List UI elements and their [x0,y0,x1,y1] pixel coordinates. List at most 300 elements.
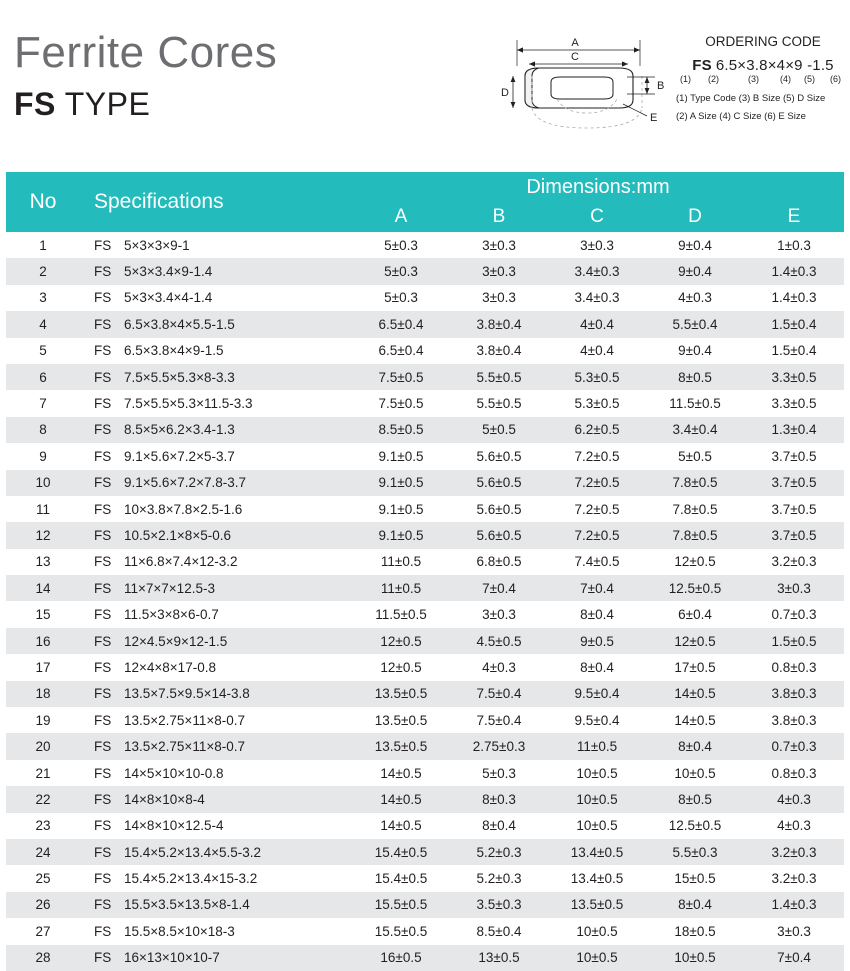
cell-no: 13 [35,554,51,570]
table-row [6,865,844,891]
cell-spec-value: 15.5×8.5×10×18-3 [124,923,235,939]
cell-dim-b: 5.6±0.5 [476,448,522,464]
cell-dim-c: 9.5±0.4 [574,712,620,728]
ordering-code-digits: 6.5×3.8×4×9 -1.5 [715,57,834,74]
specifications-table [6,172,844,971]
cell-dim-c: 3.4±0.3 [574,290,620,306]
cell-dim-d: 8±0.4 [678,739,712,755]
svg-text:D: D [501,87,509,99]
cell-spec-prefix: FS [94,290,112,306]
table-row [6,945,844,971]
cell-dim-c: 11±0.5 [576,739,618,755]
cell-dim-a: 6.5±0.4 [378,316,424,332]
cell-dim-d: 12.5±0.5 [668,580,722,596]
table-row [6,443,844,469]
cell-spec-prefix: FS [94,950,112,966]
cell-no: 1 [39,237,47,253]
cell-no: 27 [35,923,51,939]
cell-spec-prefix: FS [94,369,112,385]
cell-no: 9 [39,448,47,464]
cell-specification [80,443,352,469]
table-row [6,470,844,496]
cell-no: 11 [35,501,50,517]
ordering-code-title: ORDERING CODE [705,34,821,49]
table-row [6,733,844,759]
cell-dim-c: 8±0.4 [580,659,614,675]
cell-dim-a: 5±0.3 [384,264,418,280]
cell-dim-d: 7.8±0.5 [672,475,718,491]
cell-spec-prefix: FS [94,316,112,332]
cell-no: 26 [35,897,51,913]
cell-dim-d: 10±0.5 [674,765,716,781]
cell-no: 25 [35,871,51,887]
cell-dim-d: 12±0.5 [674,633,716,649]
cell-spec-value: 6.5×3.8×4×5.5-1.5 [124,316,235,332]
cell-dim-d: 9±0.4 [678,264,712,280]
table-row [6,575,844,601]
cell-dim-a: 11±0.5 [380,554,422,570]
cell-dim-a: 13.5±0.5 [374,686,428,702]
cell-specification [80,733,352,759]
cell-dim-d: 9±0.4 [678,343,712,359]
cell-dim-a: 16±0.5 [380,950,422,966]
cell-dim-d: 9±0.4 [678,237,712,253]
cell-no: 22 [35,791,51,807]
cell-specification [80,258,352,284]
cell-spec-value: 15.5×3.5×13.5×8-1.4 [124,897,250,913]
page-header [0,0,850,172]
ordering-legend-line-2: (2) A Size (4) C Size (6) E Size [676,110,806,122]
cell-spec-prefix: FS [94,580,112,596]
cell-dim-b: 4.5±0.5 [476,633,522,649]
cell-dim-a: 9.1±0.5 [378,527,424,543]
cell-spec-value: 16×13×10×10-7 [124,950,220,966]
cell-dim-b: 3.5±0.3 [476,897,522,913]
cell-dim-e: 3.7±0.5 [771,527,817,543]
cell-dim-a: 11.5±0.5 [375,607,427,623]
cell-dim-a: 7.5±0.5 [378,396,424,412]
cell-dim-b: 3±0.3 [482,290,516,306]
cell-spec-value: 14×5×10×10-0.8 [124,765,224,781]
cell-no: 24 [35,844,51,860]
cell-dim-c: 7.2±0.5 [574,448,620,464]
cell-dim-e: 1.5±0.5 [771,633,817,649]
cell-dim-c: 7±0.4 [580,580,614,596]
cell-specification [80,575,352,601]
cell-specification [80,338,352,364]
cell-dim-b: 8±0.3 [482,791,516,807]
cell-dim-a: 12±0.5 [380,633,422,649]
cell-dim-b: 3.8±0.4 [476,316,522,332]
cell-dim-d: 4±0.3 [678,290,712,306]
cell-dim-d: 14±0.5 [674,712,716,728]
cell-dim-e: 1.4±0.3 [771,264,817,280]
table-row [6,892,844,918]
cell-spec-value: 5×3×3.4×9-1.4 [124,264,213,280]
table-row [6,232,844,258]
cell-dim-a: 11±0.5 [380,580,422,596]
cell-dim-b: 13±0.5 [478,950,520,966]
cell-dim-d: 15±0.5 [674,871,716,887]
cell-dim-c: 4±0.4 [580,316,614,332]
cell-spec-prefix: FS [94,343,112,359]
cell-spec-value: 13.5×2.75×11×8-0.7 [124,712,245,728]
cell-dim-a: 14±0.5 [380,765,422,781]
marker-5: (5) [804,74,815,84]
cell-no: 10 [35,475,51,491]
cell-dim-a: 5±0.3 [384,237,418,253]
cell-dim-d: 10±0.5 [674,950,716,966]
cell-dim-b: 5.6±0.5 [476,501,522,517]
cell-dim-a: 12±0.5 [380,659,422,675]
ordering-code-markers [676,74,850,88]
cell-specification [80,813,352,839]
cell-spec-value: 13.5×2.75×11×8-0.7 [124,739,245,755]
cell-spec-prefix: FS [94,607,112,623]
header-dim-c: C [548,202,646,232]
cell-dim-b: 6.8±0.5 [476,554,522,570]
cell-dim-c: 7.2±0.5 [574,501,620,517]
cell-no: 28 [35,950,51,966]
cell-dim-a: 6.5±0.4 [378,343,424,359]
cell-no: 17 [35,659,51,675]
cell-dim-e: 0.7±0.3 [771,739,817,755]
cell-dim-d: 6±0.4 [678,607,712,623]
cell-specification [80,601,352,627]
cell-dim-d: 8±0.5 [678,369,712,385]
cell-dim-b: 7.5±0.4 [476,686,522,702]
cell-specification [80,417,352,443]
cell-no: 7 [39,396,47,412]
cell-spec-value: 10.5×2.1×8×5-0.6 [124,527,231,543]
cell-spec-value: 9.1×5.6×7.2×5-3.7 [124,448,235,464]
cell-spec-prefix: FS [94,818,112,834]
cell-no: 14 [35,580,51,596]
table-row [6,654,844,680]
table-row [6,496,844,522]
cell-spec-value: 8.5×5×6.2×3.4-1.3 [124,422,235,438]
cell-specification [80,390,352,416]
cell-dim-b: 5±0.3 [482,765,516,781]
cell-dim-a: 14±0.5 [380,791,422,807]
cell-spec-value: 10×3.8×7.8×2.5-1.6 [124,501,243,517]
cell-dim-c: 4±0.4 [580,343,614,359]
cell-no: 21 [35,765,51,781]
table-row [6,285,844,311]
cell-dim-d: 5±0.5 [678,448,712,464]
table-row [6,417,844,443]
subtitle-type-code: FS [14,86,56,123]
cell-dim-b: 3±0.3 [482,264,516,280]
cell-dim-d: 7.8±0.5 [672,527,718,543]
cell-dim-b: 5.5±0.5 [476,369,522,385]
cell-dim-c: 7.2±0.5 [574,475,620,491]
cell-dim-a: 15.4±0.5 [374,844,428,860]
cell-spec-prefix: FS [94,475,112,491]
cell-dim-a: 13.5±0.5 [374,712,428,728]
cell-spec-value: 11.5×3×8×6-0.7 [124,607,219,623]
cell-no: 16 [35,633,51,649]
cell-dim-c: 13.5±0.5 [570,897,624,913]
table-row [6,681,844,707]
cell-spec-prefix: FS [94,739,112,755]
cell-spec-prefix: FS [94,448,112,464]
cell-dim-a: 9.1±0.5 [378,501,424,517]
table-row [6,601,844,627]
table-row [6,839,844,865]
cell-specification [80,945,352,971]
cell-spec-prefix: FS [94,237,112,253]
svg-text:E: E [650,112,658,124]
table-body [6,232,844,971]
cell-dim-e: 3.8±0.3 [771,712,817,728]
cell-dim-d: 12.5±0.5 [668,818,722,834]
cell-dim-b: 7.5±0.4 [476,712,522,728]
cell-specification [80,628,352,654]
table-row [6,760,844,786]
cell-dim-b: 5.2±0.3 [476,844,522,860]
cell-dim-e: 3±0.3 [777,923,811,939]
svg-text:C: C [571,51,579,63]
marker-1: (1) [680,74,691,84]
header-no: No [6,172,80,232]
cell-specification [80,285,352,311]
cell-dim-a: 9.1±0.5 [378,475,424,491]
cell-dim-a: 15.4±0.5 [374,871,428,887]
cell-no: 12 [35,527,51,543]
cell-dim-c: 6.2±0.5 [574,422,620,438]
cell-spec-prefix: FS [94,712,112,728]
cell-dim-e: 3.3±0.5 [771,369,817,385]
cell-dim-b: 4±0.3 [482,659,516,675]
cell-dim-e: 3.3±0.5 [771,396,817,412]
page-title: Ferrite Cores [14,28,278,77]
cell-spec-prefix: FS [94,897,112,913]
cell-spec-value: 5×3×3.4×4-1.4 [124,290,213,306]
header-dim-e: E [744,202,844,232]
cell-dim-e: 1±0.3 [777,237,811,253]
ordering-legend-line-1: (1) Type Code (3) B Size (5) D Size [676,93,826,104]
cell-dim-e: 7±0.4 [777,950,811,966]
cell-dim-e: 3.2±0.3 [771,871,817,887]
cell-no: 5 [39,343,47,359]
svg-text:A: A [571,37,579,49]
cell-dim-a: 9.1±0.5 [378,448,424,464]
cell-dim-c: 10±0.5 [576,765,618,781]
cell-dim-c: 13.4±0.5 [570,871,624,887]
cell-dim-b: 3±0.3 [482,607,516,623]
header-dim-b: B [450,202,548,232]
table-row [6,707,844,733]
cell-dim-b: 5.6±0.5 [476,527,522,543]
cell-spec-value: 7.5×5.5×5.3×11.5-3.3 [124,396,253,412]
cell-dim-b: 3.8±0.4 [476,343,522,359]
ordering-code-value [676,57,850,74]
cell-dim-b: 3±0.3 [482,237,516,253]
cell-dim-b: 5.2±0.3 [476,871,522,887]
cell-specification [80,892,352,918]
cell-dim-b: 5.5±0.5 [476,396,522,412]
cell-spec-prefix: FS [94,422,112,438]
cell-specification [80,549,352,575]
cell-spec-value: 15.4×5.2×13.4×15-3.2 [124,871,258,887]
cell-spec-prefix: FS [94,791,112,807]
cell-dim-a: 15.5±0.5 [374,923,428,939]
cell-spec-prefix: FS [94,871,112,887]
cell-dim-e: 3.7±0.5 [771,475,817,491]
cell-specification [80,654,352,680]
table-row [6,258,844,284]
cell-spec-value: 5×3×3×9-1 [124,237,190,253]
cell-spec-prefix: FS [94,527,112,543]
cell-dim-e: 3±0.3 [777,580,811,596]
cell-dim-e: 1.4±0.3 [771,897,817,913]
cell-dim-c: 10±0.5 [576,818,618,834]
cell-no: 18 [35,686,51,702]
cell-specification [80,311,352,337]
cell-no: 8 [39,422,47,438]
cell-dim-e: 4±0.3 [777,818,811,834]
cell-dim-e: 3.2±0.3 [771,554,817,570]
cell-dim-c: 7.2±0.5 [574,527,620,543]
cell-dim-e: 3.2±0.3 [771,844,817,860]
title-block [14,30,277,123]
cell-no: 6 [39,369,47,385]
cell-dim-b: 5.6±0.5 [476,475,522,491]
cell-dim-c: 9.5±0.4 [574,686,620,702]
cell-dim-d: 8±0.4 [678,897,712,913]
table-row [6,390,844,416]
cell-spec-prefix: FS [94,765,112,781]
cell-no: 4 [39,316,47,332]
table-row [6,813,844,839]
cell-specification [80,232,352,258]
cell-specification [80,496,352,522]
cell-dim-d: 12±0.5 [674,554,716,570]
cell-spec-value: 12×4×8×17-0.8 [124,659,216,675]
cell-dim-e: 1.5±0.4 [771,316,817,332]
cell-dim-d: 17±0.5 [674,659,716,675]
marker-4: (4) [780,74,791,84]
cell-specification [80,839,352,865]
cell-specification [80,470,352,496]
header-dimensions: Dimensions:mm [352,172,844,202]
table-row [6,522,844,548]
cell-dim-d: 5.5±0.4 [672,316,718,332]
cell-no: 3 [39,290,47,306]
cell-dim-b: 7±0.4 [482,580,516,596]
cell-dim-e: 3.7±0.5 [771,448,817,464]
cell-dim-c: 8±0.4 [580,607,614,623]
cell-dim-b: 8.5±0.4 [476,923,522,939]
cell-specification [80,786,352,812]
cell-specification [80,681,352,707]
table-row [6,918,844,944]
cell-no: 20 [35,739,51,755]
subtitle-type-word: TYPE [55,86,151,123]
table-header [6,172,844,232]
cell-dim-a: 13.5±0.5 [374,739,428,755]
cell-dim-c: 7.4±0.5 [574,554,620,570]
cell-dim-e: 3.8±0.3 [771,686,817,702]
cell-dim-c: 13.4±0.5 [570,844,624,860]
cell-dim-b: 2.75±0.3 [472,739,526,755]
svg-text:B: B [657,80,665,92]
cell-specification [80,522,352,548]
table-row [6,311,844,337]
cell-dim-e: 1.3±0.4 [771,422,817,438]
cell-dim-d: 14±0.5 [674,686,716,702]
cell-spec-prefix: FS [94,659,112,675]
cell-dim-a: 14±0.5 [380,818,422,834]
marker-2: (2) [708,74,719,84]
cell-dim-a: 5±0.3 [384,290,418,306]
cell-specification [80,364,352,390]
cell-dim-e: 0.8±0.3 [771,765,817,781]
cell-spec-value: 9.1×5.6×7.2×7.8-3.7 [124,475,246,491]
page-subtitle [14,86,277,123]
table-row [6,338,844,364]
cell-dim-e: 4±0.3 [777,791,811,807]
cell-dim-e: 3.7±0.5 [771,501,817,517]
cell-dim-c: 3±0.3 [580,237,614,253]
cell-spec-prefix: FS [94,844,112,860]
cell-dim-d: 5.5±0.3 [672,844,718,860]
ordering-code-prefix: FS [692,57,712,74]
cell-dim-d: 18±0.5 [674,923,716,939]
cell-no: 15 [35,607,51,623]
cell-dim-a: 8.5±0.5 [378,422,424,438]
cell-spec-value: 7.5×5.5×5.3×8-3.3 [124,369,235,385]
cell-no: 23 [35,818,51,834]
table-row [6,786,844,812]
cell-spec-value: 14×8×10×8-4 [124,791,205,807]
header-dim-d: D [646,202,744,232]
cell-dim-c: 5.3±0.5 [574,369,620,385]
cell-dim-d: 8±0.5 [678,791,712,807]
cell-dim-d: 7.8±0.5 [672,501,718,517]
cell-dim-e: 1.5±0.4 [771,343,817,359]
cell-no: 19 [35,712,51,728]
cell-spec-prefix: FS [94,554,112,570]
cell-spec-prefix: FS [94,396,112,412]
cell-spec-value: 12×4.5×9×12-1.5 [124,633,228,649]
cell-dim-b: 5±0.5 [482,422,516,438]
cell-spec-value: 11×7×7×12.5-3 [124,580,215,596]
cell-dim-e: 0.7±0.3 [771,607,817,623]
cell-spec-value: 15.4×5.2×13.4×5.5-3.2 [124,844,261,860]
cell-spec-value: 14×8×10×12.5-4 [124,818,224,834]
cell-specification [80,865,352,891]
cell-dim-b: 8±0.4 [482,818,516,834]
marker-6: (6) [830,74,841,84]
cell-spec-prefix: FS [94,633,112,649]
cell-dim-c: 10±0.5 [576,950,618,966]
cell-dim-d: 11.5±0.5 [669,396,721,412]
cell-dim-e: 0.8±0.3 [771,659,817,675]
ordering-code-block [676,34,850,124]
cell-spec-prefix: FS [94,501,112,517]
cell-spec-prefix: FS [94,686,112,702]
table-row [6,549,844,575]
cell-spec-prefix: FS [94,264,112,280]
header-specifications: Specifications [80,172,352,232]
cell-spec-value: 6.5×3.8×4×9-1.5 [124,343,224,359]
cell-dim-c: 9±0.5 [580,633,614,649]
cell-no: 2 [39,264,47,280]
cell-dim-a: 15.5±0.5 [374,897,428,913]
header-dim-a: A [352,202,450,232]
